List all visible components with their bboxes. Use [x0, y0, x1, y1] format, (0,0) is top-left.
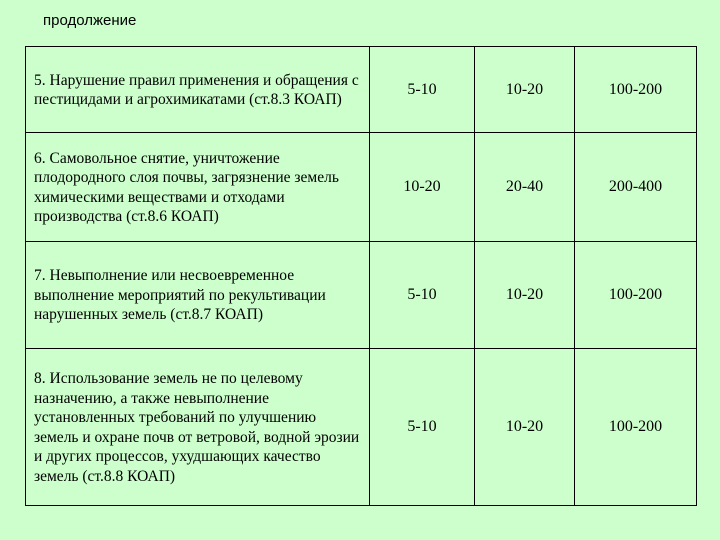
table-row — [26, 47, 697, 133]
violation-description: 8. Использование земель не по целевому назначению, а также невыполнение установленных требований по улучшению земель и охране почв от ветровой, водной эрозии и других процессов, ухудшающих качество земель (ст.8.8 КОАП) — [26, 349, 370, 506]
fine-value-3: 100-200 — [575, 47, 697, 133]
violation-description: 6. Самовольное снятие, уничтожение плодородного слоя почвы, загрязнение земель химическими веществами и отходами производства (ст.8.6 КОАП) — [26, 133, 370, 242]
violation-description: 7. Невыполнение или несвоевременное выполнение мероприятий по рекультивации нарушенных земель (ст.8.7 КОАП) — [26, 242, 370, 349]
fine-value-2: 10-20 — [475, 349, 575, 506]
violation-description: 5. Нарушение правил применения и обращения с пестицидами и агрохимикатами (ст.8.3 КОАП) — [26, 47, 370, 133]
fine-value-1: 5-10 — [370, 242, 475, 349]
fine-value-3: 100-200 — [575, 349, 697, 506]
table-row — [26, 242, 697, 349]
fine-value-2: 10-20 — [475, 47, 575, 133]
table-row — [26, 133, 697, 242]
fine-value-2: 20-40 — [475, 133, 575, 242]
fine-value-1: 10-20 — [370, 133, 475, 242]
fine-value-1: 5-10 — [370, 349, 475, 506]
fine-value-1: 5-10 — [370, 47, 475, 133]
table-row — [26, 349, 697, 506]
fine-value-3: 100-200 — [575, 242, 697, 349]
continuation-caption: продолжение — [43, 12, 137, 29]
violations-table — [25, 46, 697, 506]
fine-value-3: 200-400 — [575, 133, 697, 242]
fine-value-2: 10-20 — [475, 242, 575, 349]
